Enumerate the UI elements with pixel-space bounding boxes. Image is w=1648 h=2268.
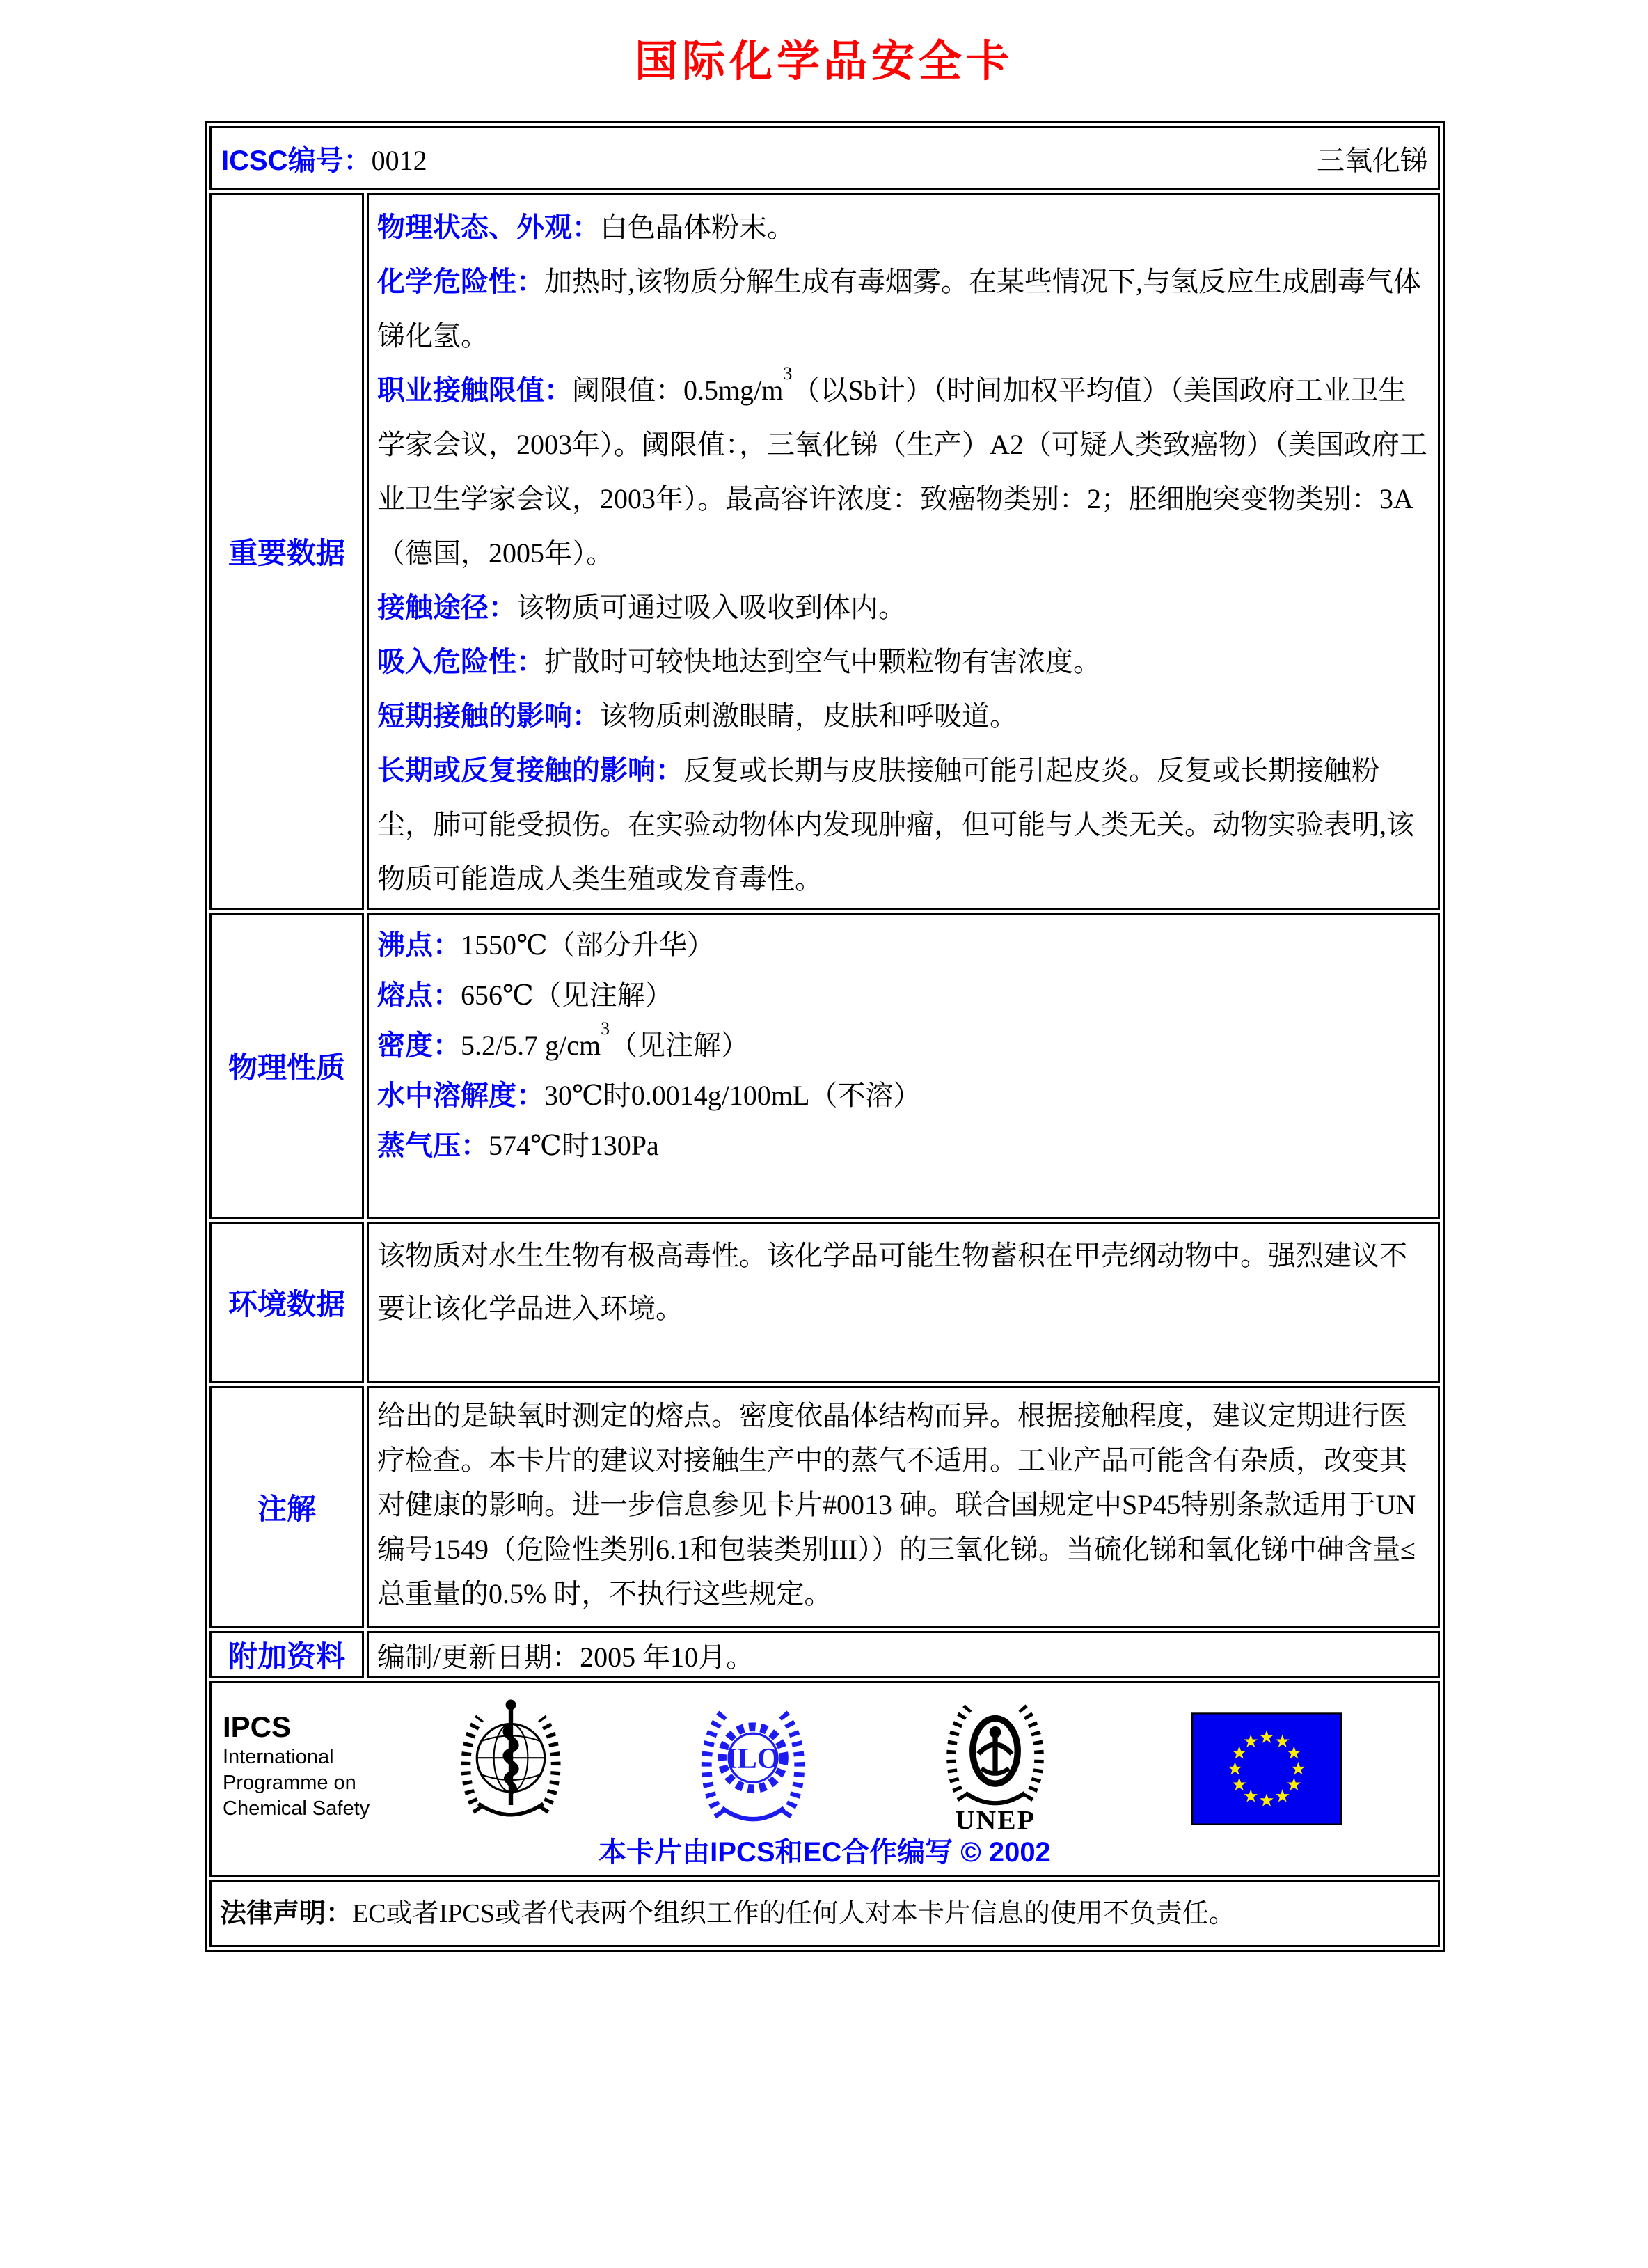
legal-row — [209, 1880, 1440, 1947]
header-cell — [209, 126, 1440, 190]
notes-row — [209, 1386, 1440, 1628]
field-text: 该物质刺激眼睛，皮肤和呼吸道。 — [600, 700, 1017, 732]
field-label: 物理状态、外观： — [377, 212, 600, 243]
field-label: 水中溶解度： — [377, 1080, 544, 1111]
field-text: 阈限值：0.5mg/m — [572, 375, 784, 406]
superscript: 3 — [601, 1018, 610, 1039]
ipcs-abbr: IPCS — [223, 1710, 292, 1743]
important-data-item — [377, 255, 1431, 363]
field-text: 656℃（见注解） — [461, 979, 673, 1011]
important-data-item — [377, 635, 1431, 689]
environmental-data-content — [367, 1222, 1440, 1383]
field-label: 沸点： — [377, 930, 461, 961]
field-text: 30℃时0.0014g/100mL（不溶） — [544, 1080, 921, 1111]
field-text: （见注解） — [610, 1030, 750, 1061]
ilo-logo-text: ILO — [726, 1742, 780, 1776]
icsc-number-group — [221, 139, 427, 178]
field-label: 蒸气压： — [377, 1131, 489, 1161]
ipcs-text-block — [223, 1710, 370, 1822]
ipcs-full-name-line: International — [223, 1746, 334, 1768]
icsc-number-value: 0012 — [371, 144, 427, 176]
field-label: 职业接触限值： — [377, 375, 572, 406]
field-text: （以Sb计）（时间加权平均值）（美国政府工业卫生学家会议，2003年）。阈限值：，三氧化锑（生产）A2（可疑人类致癌物）（美国政府工业卫生学家会议，2003年）。最高容许浓度：致癌物类别：2；胚细胞突变物类别：3A（德国，2005年）。 — [377, 375, 1427, 569]
physical-property-item — [377, 1018, 1431, 1071]
physical-property-item — [377, 970, 1431, 1021]
physical-property-item — [377, 1071, 1431, 1121]
copyright-text: © 2002 — [960, 1837, 1051, 1868]
chemical-name: 三氧化锑 — [1317, 144, 1428, 176]
section-label-environmental-data: 环境数据 — [209, 1222, 364, 1383]
section-label-notes: 注解 — [209, 1386, 364, 1628]
logos-row — [209, 1681, 1440, 1877]
legal-cell — [209, 1880, 1440, 1947]
environmental-data-row — [209, 1222, 1440, 1383]
field-text: 加热时,该物质分解生成有毒烟雾。在某些情况下,与氢反应生成剧毒气体锑化氢。 — [377, 266, 1421, 352]
important-data-item — [377, 581, 1431, 635]
notes-content — [367, 1386, 1440, 1628]
field-text: 反复或长期与皮肤接触可能引起皮炎。反复或长期接触粉尘，肺可能受损伤。在实验动物体内发现肿瘤，但可能与人类无关。动物实验表明,该物质可能造成人类生殖或发育毒性。 — [377, 755, 1414, 895]
ilo-logo-icon — [699, 1693, 807, 1829]
field-label: 短期接触的影响： — [377, 701, 600, 732]
field-text: 5.2/5.7 g/cm — [461, 1030, 601, 1061]
field-label: 熔点： — [377, 980, 461, 1011]
physical-properties-row — [209, 913, 1440, 1219]
ipcs-full-name-line: Chemical Safety — [223, 1797, 370, 1820]
field-label: 吸入危险性： — [377, 647, 544, 677]
physical-property-item — [377, 1121, 1431, 1171]
physical-property-item — [377, 920, 1431, 970]
important-data-item — [377, 743, 1431, 906]
important-data-item — [377, 200, 1431, 255]
legal-label: 法律声明： — [220, 1899, 353, 1928]
additional-info-text: 编制/更新日期：2005 年10月。 — [377, 1641, 754, 1673]
field-label: 接触途径： — [377, 592, 516, 623]
section-label-additional-info: 附加资料 — [209, 1631, 364, 1678]
page-title: 国际化学品安全卡 — [634, 38, 1013, 86]
environmental-data-text: 该物质对水生生物有极高毒性。该化学品可能生物蓄积在甲壳纲动物中。强烈建议不要让该化学品进入环境。 — [377, 1240, 1407, 1324]
important-data-item — [377, 689, 1431, 743]
legal-text: EC或者IPCS或者代表两个组织工作的任何人对本卡片信息的使用不负责任。 — [352, 1899, 1235, 1928]
physical-properties-content — [367, 913, 1440, 1219]
icsc-card-table — [205, 121, 1445, 1952]
icsc-number-label: ICSC编号： — [221, 145, 372, 176]
notes-text: 给出的是缺氧时测定的熔点。密度依晶体结构而异。根据接触程度，建议定期进行医疗检查。本卡片的建议对接触生产中的蒸气不适用。工业产品可能含有杂质，改变其对健康的影响。进一步信息参见卡片#0013 砷。联合国规定中SP45特别条款适用于UN编号1549（危险性类别6.1和包装类别III））的三氧化锑。当硫化锑和氧化锑中砷含量≤总重量的0.5% 时，不执行这些规定。 — [377, 1400, 1416, 1609]
field-text: 白色晶体粉末。 — [600, 212, 795, 243]
field-label: 密度： — [377, 1030, 461, 1061]
field-label: 长期或反复接触的影响： — [377, 755, 683, 786]
cooperation-caption — [212, 1830, 1438, 1870]
header-row — [209, 126, 1440, 190]
logos-cell — [209, 1681, 1440, 1877]
section-label-important-data: 重要数据 — [209, 193, 364, 910]
field-text: 扩散时可较快地达到空气中颗粒物有害浓度。 — [544, 646, 1101, 677]
field-text: 该物质可通过吸入吸收到体内。 — [516, 592, 906, 623]
eu-flag-icon — [1191, 1712, 1342, 1825]
important-data-row — [209, 193, 1440, 910]
field-text: 1550℃（部分升华） — [461, 929, 715, 961]
ipcs-full-name-line: Programme on — [223, 1772, 356, 1794]
unep-logo-text: UNEP — [955, 1804, 1036, 1835]
superscript: 3 — [783, 363, 793, 384]
section-label-physical-properties: 物理性质 — [209, 913, 364, 1219]
important-data-content — [367, 193, 1440, 910]
field-label: 化学危险性： — [377, 267, 544, 297]
who-logo-icon — [457, 1693, 565, 1829]
field-text: 574℃时130Pa — [489, 1130, 659, 1161]
additional-info-row — [209, 1631, 1440, 1678]
unep-logo-icon — [940, 1690, 1051, 1835]
additional-info-content — [367, 1631, 1440, 1678]
important-data-item — [377, 363, 1431, 581]
caption-text: 本卡片由IPCS和EC合作编写 — [599, 1837, 953, 1868]
